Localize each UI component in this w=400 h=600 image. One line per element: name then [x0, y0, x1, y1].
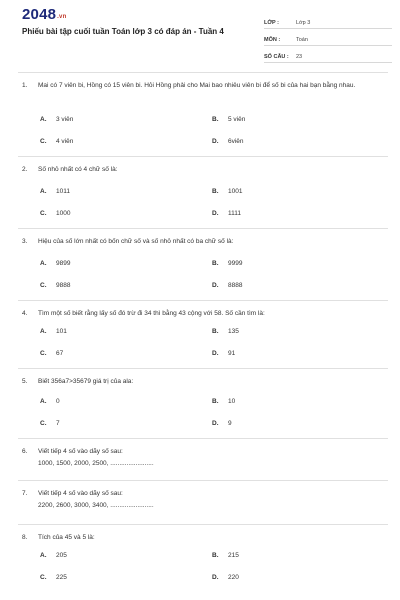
option-c[interactable] [40, 420, 60, 427]
question-number: 4. [22, 310, 28, 317]
option-value: 205 [56, 552, 67, 559]
option-value: 215 [228, 552, 239, 559]
number-sequence[interactable]: 1000, 1500, 2000, 2500, ........................ [38, 460, 154, 467]
option-d[interactable] [212, 210, 241, 217]
divider [18, 480, 388, 481]
option-letter: A. [40, 260, 47, 267]
meta-key: MÔN : [264, 37, 281, 43]
option-letter: D. [212, 350, 219, 357]
option-b[interactable] [212, 328, 239, 335]
question-number: 2. [22, 166, 28, 173]
option-value: 3 viên [56, 116, 74, 123]
option-value: 220 [228, 574, 239, 581]
meta-key: SỐ CÂU : [264, 54, 289, 60]
option-value: 1001 [228, 188, 243, 195]
option-value: 9899 [56, 260, 71, 267]
option-letter: A. [40, 398, 47, 405]
question-text: Số nhỏ nhất có 4 chữ số là: [38, 166, 118, 173]
divider [18, 156, 388, 157]
option-a[interactable] [40, 328, 67, 335]
option-letter: C. [40, 138, 47, 145]
question-text: Viết tiếp 4 số vào dãy số sau: [38, 490, 123, 497]
worksheet-header [12, 0, 388, 72]
option-value: 225 [56, 574, 67, 581]
worksheet-title: Phiếu bài tập cuối tuần Toán lớp 3 có đáp án - Tuần 4 [22, 27, 224, 36]
option-letter: C. [40, 210, 47, 217]
option-letter: D. [212, 138, 219, 145]
option-a[interactable] [40, 398, 60, 405]
question-number: 8. [22, 534, 28, 541]
option-c[interactable] [40, 574, 67, 581]
option-letter: D. [212, 420, 219, 427]
divider [18, 72, 388, 73]
divider [18, 438, 388, 439]
logo-text: 2048 [22, 6, 57, 23]
option-letter: B. [212, 188, 219, 195]
option-a[interactable] [40, 260, 70, 267]
option-letter: C. [40, 350, 47, 357]
option-value: 5 viên [228, 116, 246, 123]
site-logo[interactable] [22, 6, 66, 23]
option-letter: C. [40, 574, 47, 581]
question-number: 6. [22, 448, 28, 455]
option-letter: A. [40, 552, 47, 559]
divider [18, 368, 388, 369]
option-value: 9 [228, 420, 232, 427]
question-text: Hiệu của số lớn nhất có bốn chữ số và số nhỏ nhất có ba chữ số là: [38, 238, 234, 245]
divider [18, 524, 388, 525]
option-value: 0 [56, 398, 60, 405]
option-letter: A. [40, 328, 47, 335]
divider [18, 300, 388, 301]
option-value: 9999 [228, 260, 243, 267]
number-sequence[interactable]: 2200, 2600, 3000, 3400, ........................ [38, 502, 154, 509]
option-d[interactable] [212, 138, 244, 145]
option-value: 4 viên [56, 138, 74, 145]
option-letter: D. [212, 210, 219, 217]
option-c[interactable] [40, 210, 70, 217]
option-letter: D. [212, 282, 219, 289]
question-number: 5. [22, 378, 28, 385]
option-a[interactable] [40, 116, 73, 123]
question-text: Biết 356a7>35679 giá trị của ala: [38, 378, 134, 385]
option-b[interactable] [212, 188, 242, 195]
option-value: 135 [228, 328, 239, 335]
meta-value: Lớp 3 [296, 20, 311, 26]
worksheet-meta [264, 12, 392, 63]
meta-row-class [264, 12, 392, 29]
option-b[interactable] [212, 398, 235, 405]
option-value: 1111 [228, 210, 242, 217]
option-a[interactable] [40, 188, 70, 195]
option-value: 1011 [56, 188, 70, 195]
option-c[interactable] [40, 282, 70, 289]
option-value: 7 [56, 420, 60, 427]
option-d[interactable] [212, 282, 242, 289]
option-letter: D. [212, 574, 219, 581]
option-value: 10 [228, 398, 236, 405]
question-text: Tích của 45 và 5 là: [38, 534, 95, 541]
option-a[interactable] [40, 552, 67, 559]
option-value: 9888 [56, 282, 71, 289]
divider [18, 228, 388, 229]
option-letter: B. [212, 398, 219, 405]
question-text: Tìm một số biết rằng lấy số đó trừ đi 34 thì bằng 43 cộng với 58. Số cần tìm là: [38, 310, 265, 317]
logo-suffix: .vn [57, 14, 67, 20]
option-b[interactable] [212, 260, 242, 267]
option-value: 101 [56, 328, 67, 335]
question-number: 3. [22, 238, 28, 245]
option-letter: A. [40, 188, 47, 195]
option-letter: B. [212, 116, 219, 123]
question-text: Mai có 7 viên bi, Hồng có 15 viên bi. Hỏi Hồng phải cho Mai bao nhiêu viên bi để số bi của hai bạn bằng nhau. [38, 82, 356, 89]
option-c[interactable] [40, 350, 63, 357]
question-text: Viết tiếp 4 số vào dãy số sau: [38, 448, 123, 455]
option-value: 67 [56, 350, 64, 357]
option-letter: B. [212, 328, 219, 335]
option-value: 8888 [228, 282, 243, 289]
option-letter: C. [40, 420, 47, 427]
meta-value: 23 [296, 54, 303, 60]
option-letter: B. [212, 260, 219, 267]
question-number: 7. [22, 490, 28, 497]
option-letter: C. [40, 282, 47, 289]
meta-row-subject [264, 29, 392, 46]
option-d[interactable] [212, 420, 232, 427]
meta-row-question-count [264, 46, 392, 63]
option-d[interactable] [212, 350, 235, 357]
option-b[interactable] [212, 552, 239, 559]
question-number: 1. [22, 82, 28, 89]
meta-key: LỚP : [264, 20, 279, 26]
meta-value: Toán [296, 37, 308, 43]
option-c[interactable] [40, 138, 73, 145]
option-letter: A. [40, 116, 47, 123]
option-d[interactable] [212, 574, 239, 581]
option-letter: B. [212, 552, 219, 559]
option-value: 91 [228, 350, 236, 357]
option-b[interactable] [212, 116, 245, 123]
option-value: 1000 [56, 210, 71, 217]
option-value: 6viên [228, 138, 244, 145]
